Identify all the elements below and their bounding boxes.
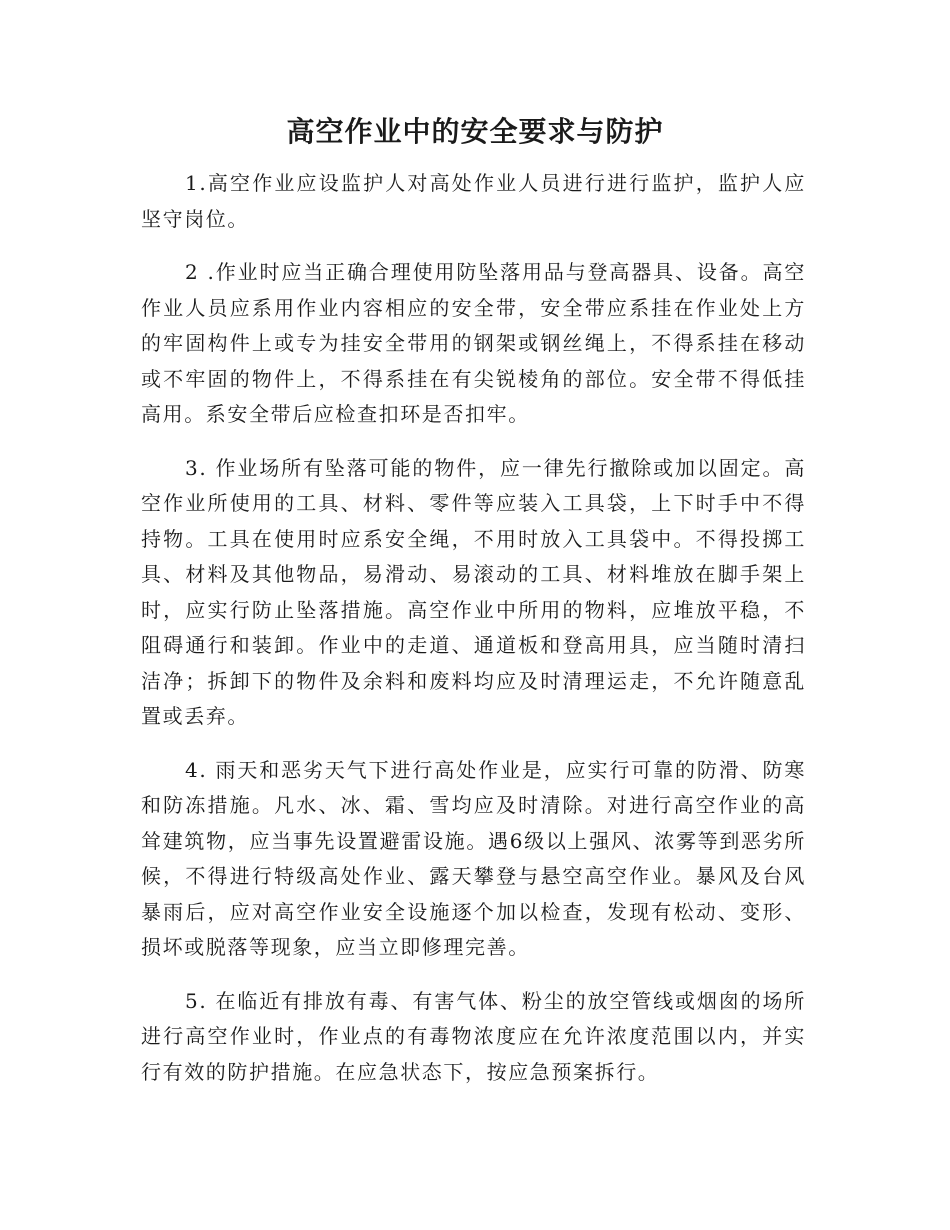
paragraph-2: 2 .作业时应当正确合理使用防坠落用品与登高器具、设备。高空作业人员应系用作业内容相应的安全带，安全带应系挂在作业处上方的牢固构件上或专为挂安全带用的钢架或钢丝绳上，不得系挂在移动或不牢固的物件上，不得系挂在有尖锐棱角的部位。安全带不得低挂高用。系安全带后应检查扣环是否扣牢。 xyxy=(141,260,806,426)
paragraph-1: 1.高空作业应设监护人对高处作业人员进行进行监护，监护人应坚守岗位。 xyxy=(141,171,806,231)
document-body xyxy=(141,166,806,1108)
paragraph-3: 3. 作业场所有坠落可能的物件，应一律先行撤除或加以固定。高空作业所使用的工具、材料、零件等应装入工具袋，上下时手中不得持物。工具在使用时应系安全绳，不用时放入工具袋中。不得投掷工具、材料及其他物品，易滑动、易滚动的工具、材料堆放在脚手架上时，应实行防止坠落措施。高空作业中所用的物料，应堆放平稳，不阻碍通行和装卸。作业中的走道、通道板和登高用具，应当随时清扫洁净；拆卸下的物件及余料和废料均应及时清理运走，不允许随意乱置或丢弃。 xyxy=(141,455,806,728)
paragraph-5: 5. 在临近有排放有毒、有害气体、粉尘的放空管线或烟囱的场所进行高空作业时，作业点的有毒物浓度应在允许浓度范围以内，并实行有效的防护措施。在应急状态下，按应急预案拆行。 xyxy=(141,988,806,1084)
paragraph-4: 4. 雨天和恶劣天气下进行高处作业是，应实行可靠的防滑、防寒和防冻措施。凡水、冰、霜、雪均应及时清除。对进行高空作业的高耸建筑物，应当事先设置避雷设施。遇6级以上强风、浓雾等到恶劣所候，不得进行特级高处作业、露天攀登与悬空高空作业。暴风及台风暴雨后，应对高空作业安全设施逐个加以检查，发现有松动、变形、损坏或脱落等现象，应当立即修理完善。 xyxy=(141,757,806,959)
document-title: 高空作业中的安全要求与防护 xyxy=(286,115,664,148)
